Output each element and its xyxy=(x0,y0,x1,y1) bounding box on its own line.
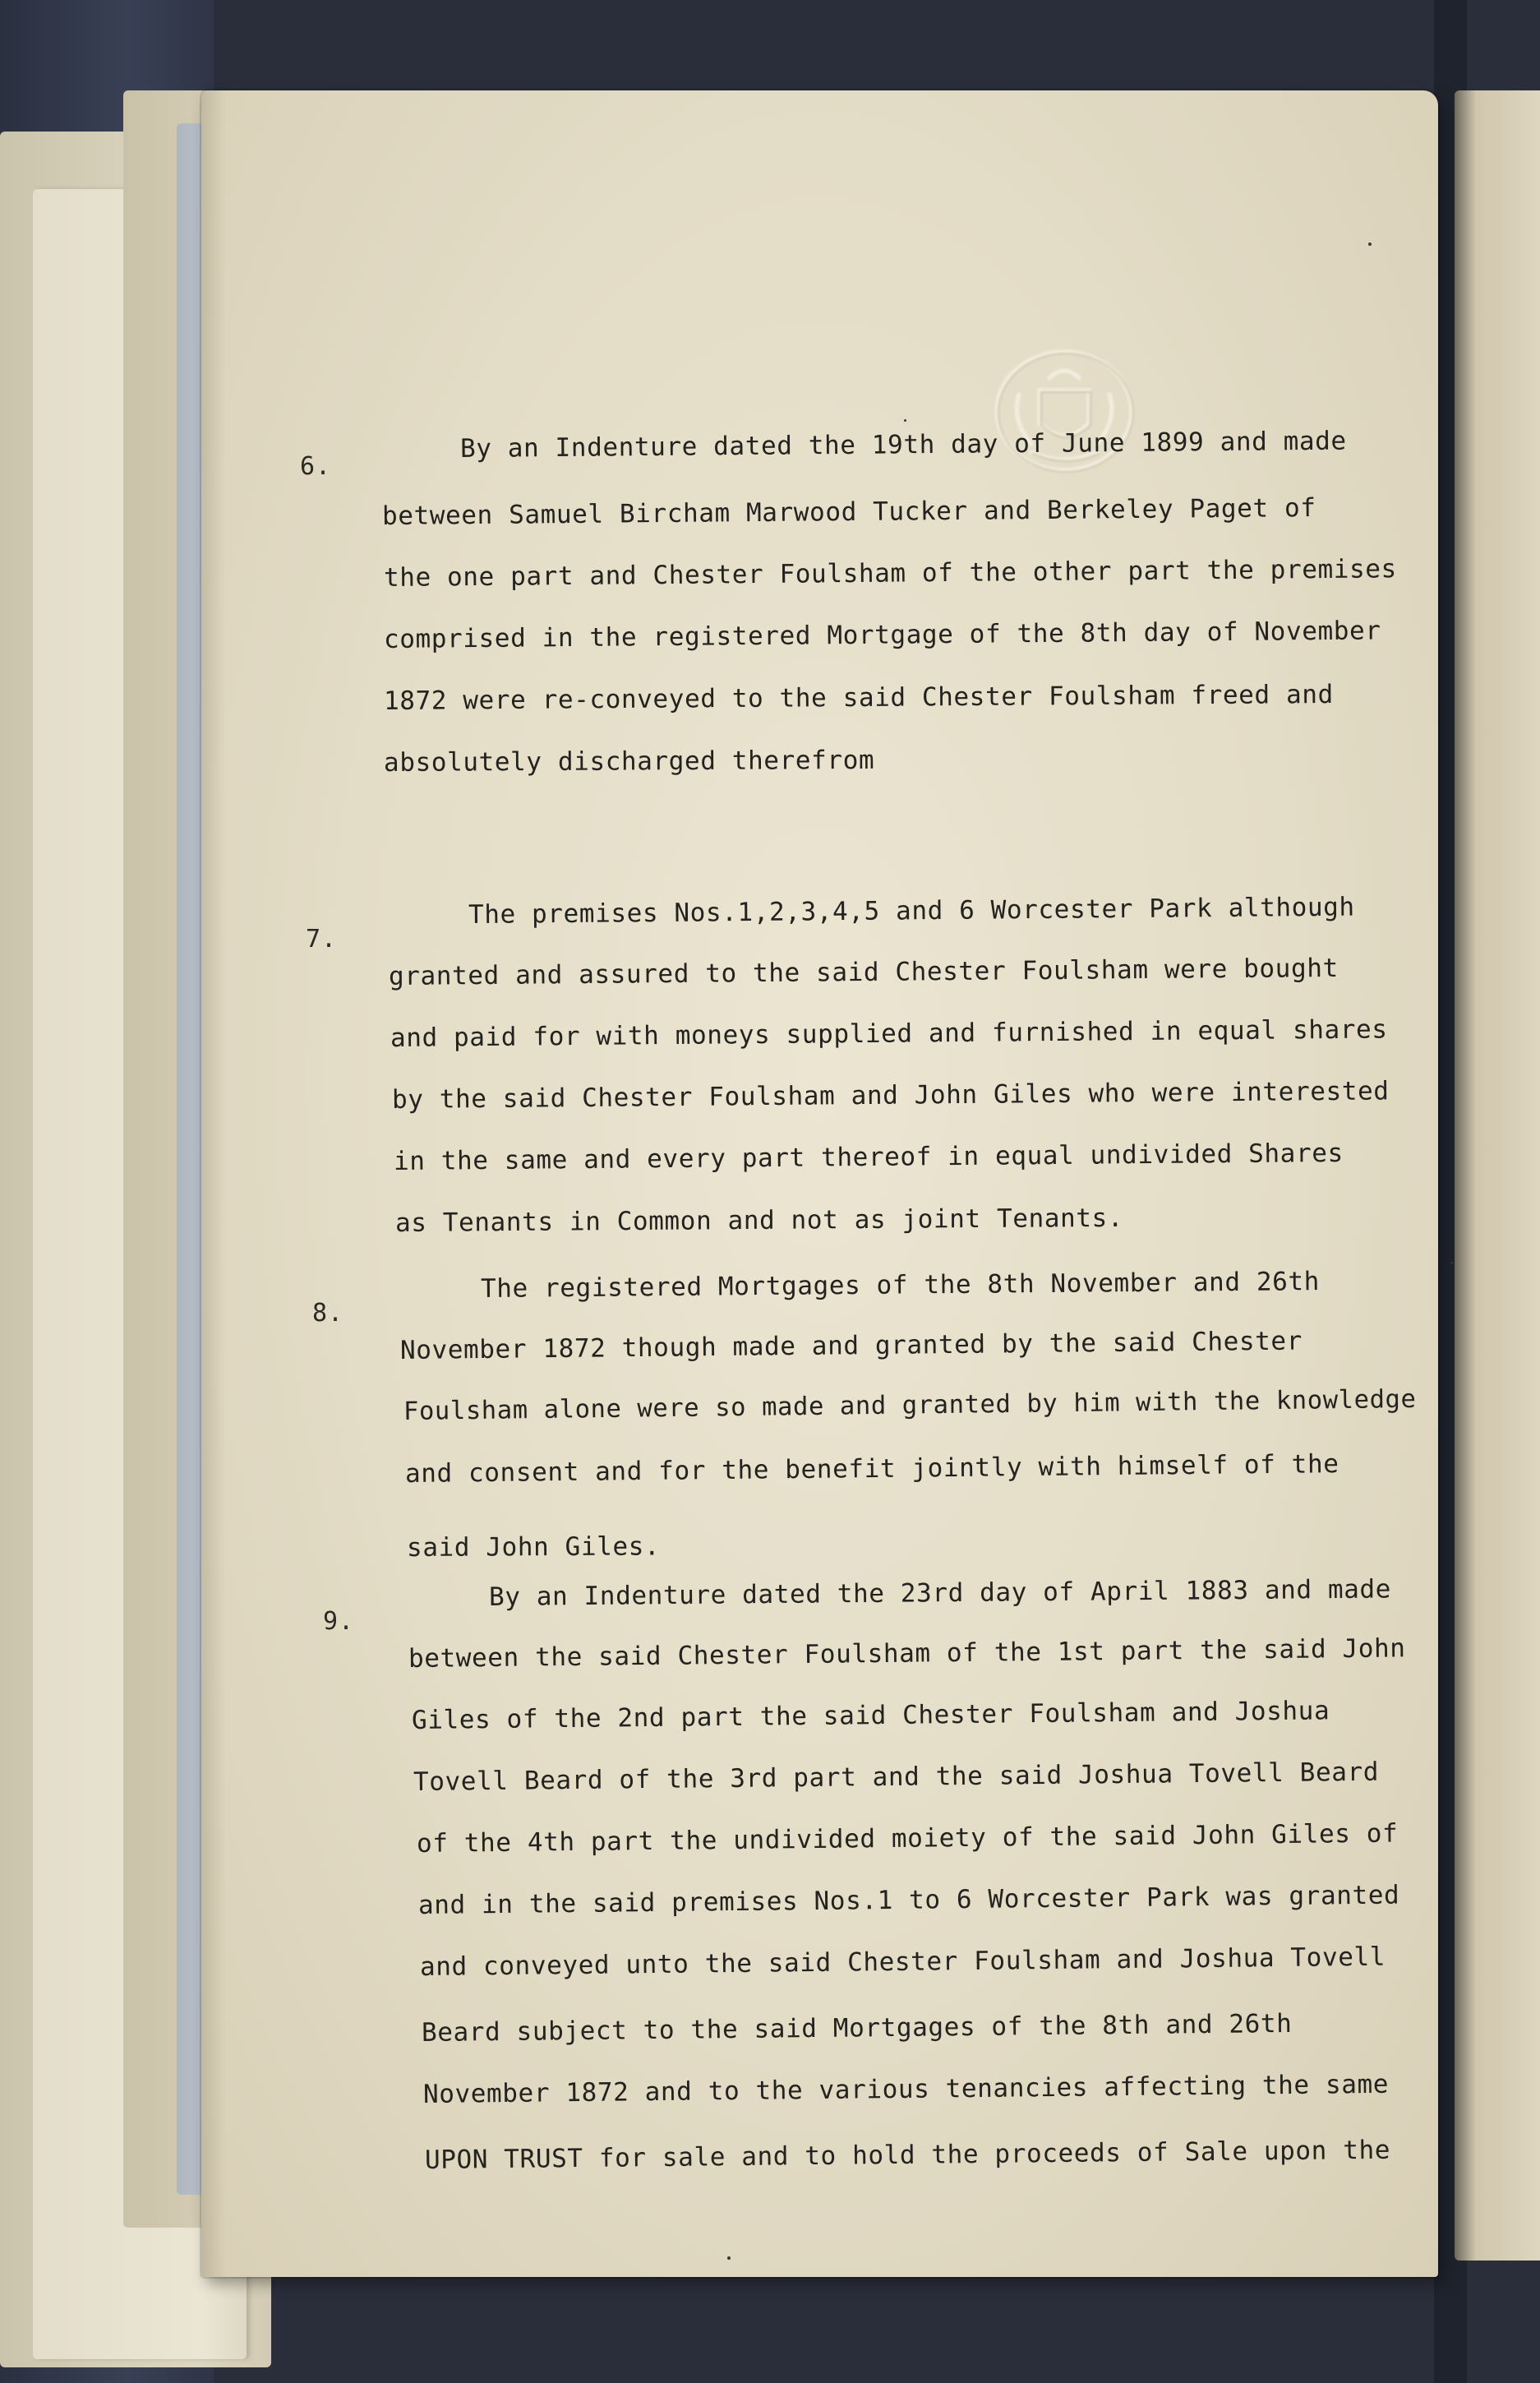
text-line: between Samuel Bircham Marwood Tucker and Berkeley Paget of xyxy=(381,493,1316,531)
section-number: 9. xyxy=(323,1607,355,1636)
ink-speck xyxy=(1368,242,1372,246)
ink-speck xyxy=(727,2256,731,2260)
text-line: of the 4th part the undivided moiety of the said John Giles of xyxy=(416,1818,1399,1859)
text-line: comprised in the registered Mortgage of the 8th day of November xyxy=(383,616,1381,654)
text-line: the one part and Chester Foulsham of the other part the premises xyxy=(383,554,1397,593)
text-line: and paid for with moneys supplied and furnished in equal shares xyxy=(390,1014,1388,1053)
text-line: November 1872 and to the various tenancies affecting the same xyxy=(422,2069,1390,2109)
typed-document-page xyxy=(201,90,1438,2277)
section-number: 7. xyxy=(306,925,338,954)
section-number: 6. xyxy=(300,452,332,481)
text-line: between the said Chester Foulsham of the 1st part the said John xyxy=(408,1633,1406,1674)
text-line: Giles of the 2nd part the said Chester Foulsham and Joshua xyxy=(411,1696,1330,1735)
ink-speck xyxy=(904,419,906,422)
text-line: 1872 were re-conveyed to the said Chester Foulsham freed and xyxy=(383,679,1334,716)
text-line: granted and assured to the said Chester Foulsham were bought xyxy=(388,953,1339,991)
facing-page-edge xyxy=(1455,90,1540,2261)
text-line: Foulsham alone were so made and granted by him with the knowledge xyxy=(403,1384,1417,1426)
section-number: 8. xyxy=(312,1299,344,1328)
text-line: and in the said premises Nos.1 to 6 Worcester Park was granted xyxy=(417,1880,1400,1920)
ink-speck xyxy=(1450,1262,1453,1264)
text-line: UPON TRUST for sale and to hold the proceeds of Sale upon the xyxy=(424,2135,1391,2175)
text-line: and conveyed unto the said Chester Foulsham and Joshua Tovell xyxy=(419,1942,1386,1982)
text-line: Beard subject to the said Mortgages of the 8th and 26th xyxy=(421,2008,1293,2048)
text-line: November 1872 though made and granted by the said Chester xyxy=(399,1326,1303,1365)
text-line: By an Indenture dated the 23rd day of April 1883 and made xyxy=(488,1574,1392,1612)
text-line: The registered Mortgages of the 8th November and 26th xyxy=(480,1267,1321,1304)
text-line: by the said Chester Foulsham and John Giles who were interested xyxy=(391,1076,1390,1115)
document-body xyxy=(201,90,1438,2277)
text-line: and consent and for the benefit jointly with himself of the xyxy=(404,1449,1339,1489)
text-line: said John Giles. xyxy=(406,1531,661,1563)
text-line: in the same and every part thereof in equal undivided Shares xyxy=(393,1138,1344,1176)
text-line: By an Indenture dated the 19th day of June 1899 and made xyxy=(459,426,1347,464)
text-line: The premises Nos.1,2,3,4,5 and 6 Worcester Park although xyxy=(468,892,1355,930)
text-line: as Tenants in Common and not as joint Tenants. xyxy=(394,1203,1124,1238)
text-line: absolutely discharged therefrom xyxy=(383,745,875,778)
text-line: Tovell Beard of the 3rd part and the said Joshua Tovell Beard xyxy=(413,1757,1380,1797)
